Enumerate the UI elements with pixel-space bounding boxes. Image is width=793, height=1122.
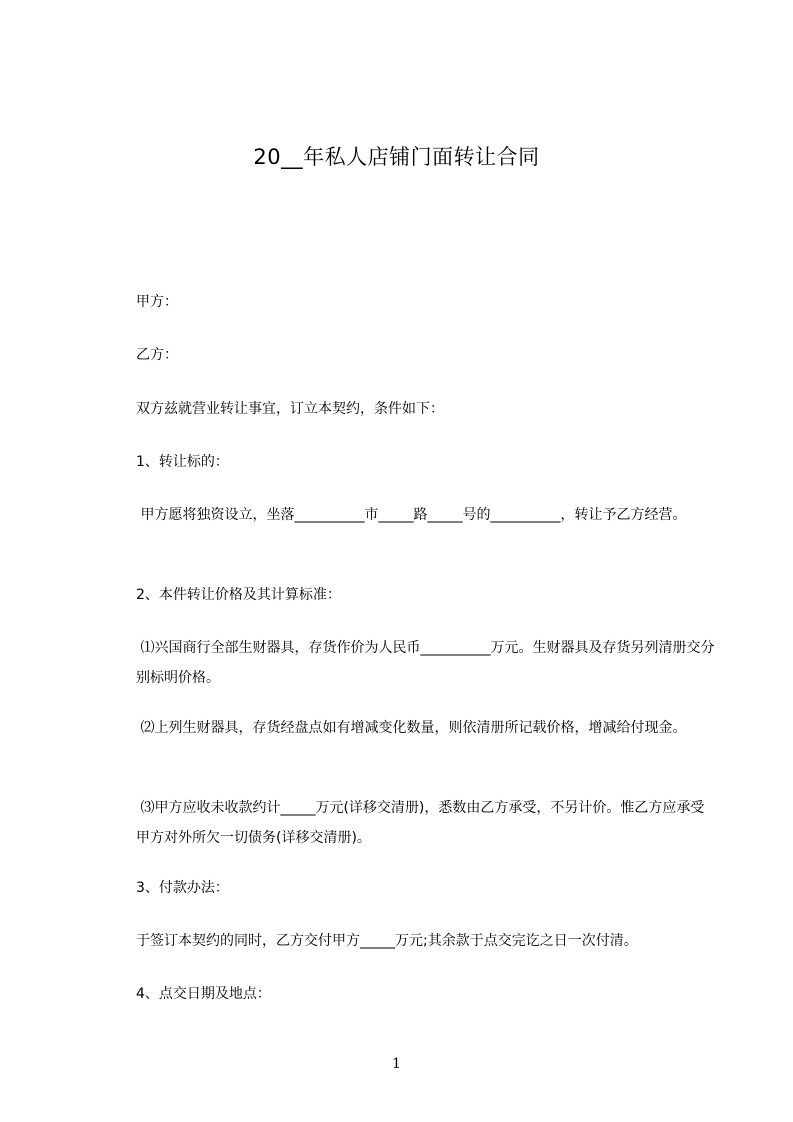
party-a-line: 甲方： xyxy=(136,294,178,310)
section-3-heading: 3、付款办法： xyxy=(136,880,229,896)
party-b-line: 乙方： xyxy=(136,347,178,363)
section-2-item-1: ⑴兴国商行全部生财器具，存货作价为人民币__________万元。生财器具及存货另列清册交分别标明价格。 xyxy=(136,640,715,686)
section-2-item-3: ⑶甲方应收未收款约计_____万元(详移交清册)，悉数由乙方承受，不另计价。惟乙方应承受甲方对外所欠一切债务(详移交清册)。 xyxy=(136,800,705,846)
section-3-body: 于签订本契约的同时，乙方交付甲方_____万元;其余款于点交完讫之日一次付清。 xyxy=(136,933,638,949)
document-title: 20__年私人店铺门面转让合同 xyxy=(253,145,540,169)
section-1-heading: 1、转让标的： xyxy=(136,454,229,470)
intro-paragraph: 双方兹就营业转让事宜，订立本契约，条件如下： xyxy=(136,401,444,417)
section-2-heading: 2、本件转让价格及其计算标准： xyxy=(136,587,341,603)
section-1-body: 甲方愿将独资设立，坐落__________市_____路_____号的__________，转让予乙方经营。 xyxy=(136,507,687,523)
page-number: 1 xyxy=(392,1056,401,1072)
section-4-heading: 4、点交日期及地点： xyxy=(136,986,271,1002)
section-2-item-2: ⑵上列生财器具，存货经盘点如有增减变化数量，则依清册所记载价格，增减给付现金。 xyxy=(136,720,687,736)
